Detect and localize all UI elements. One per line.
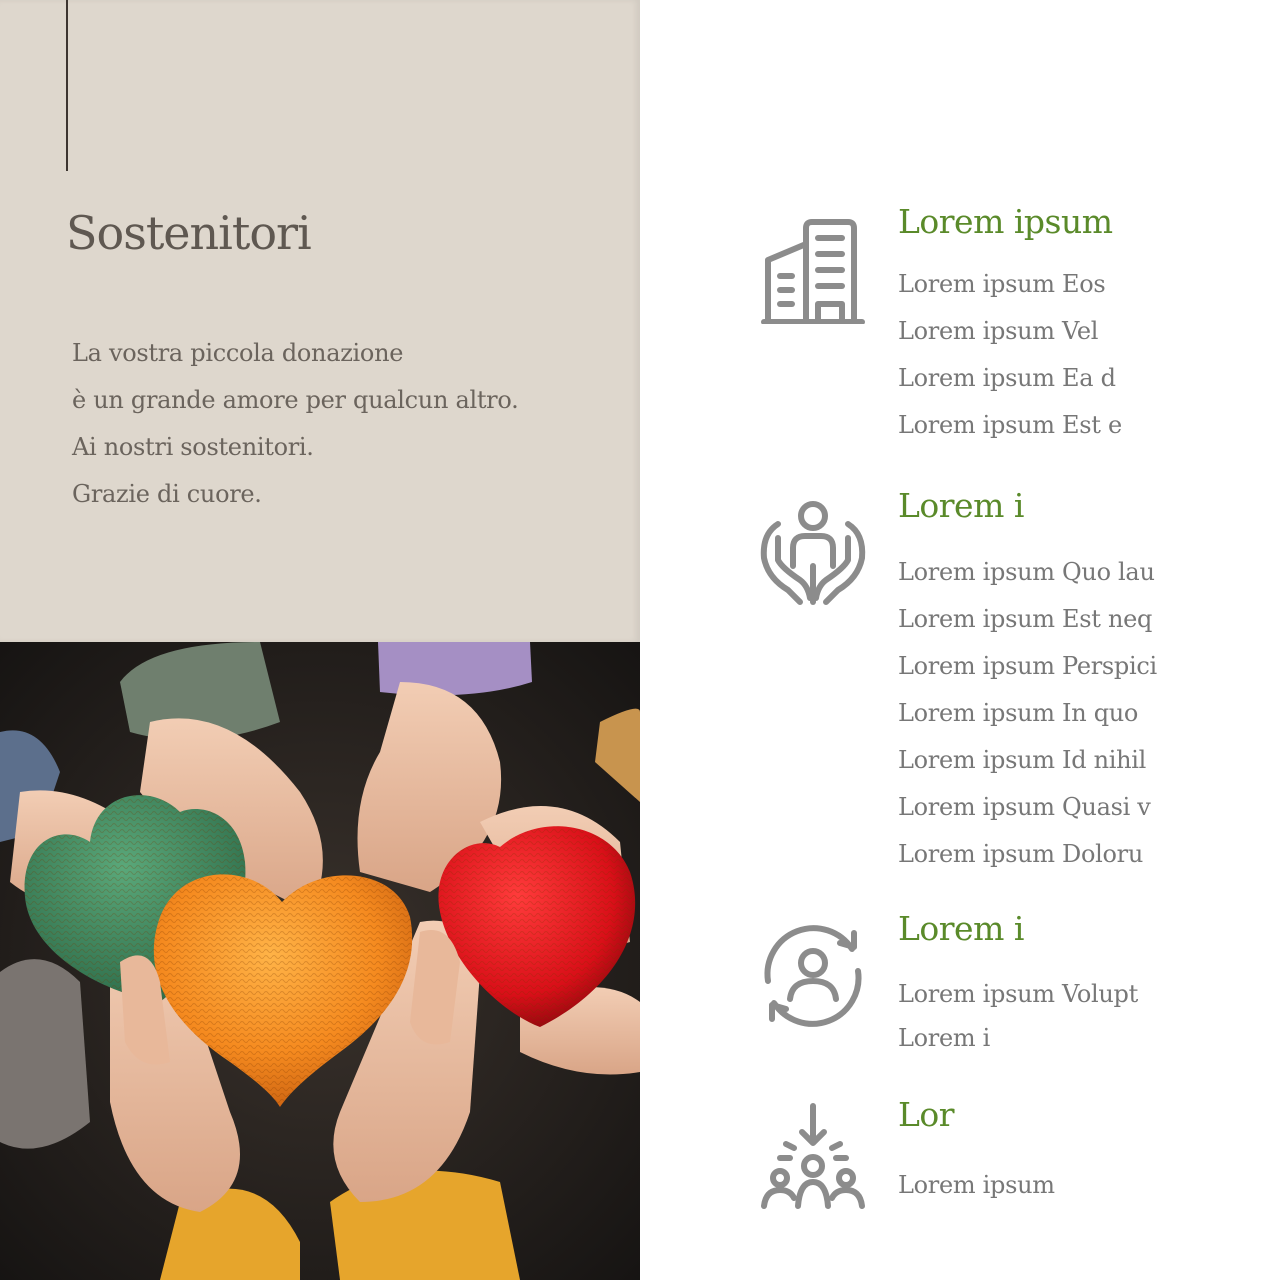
list-item: Lorem i [898,1024,991,1052]
accent-line [66,0,68,171]
list-item: Lorem ipsum Est neq [898,605,1153,633]
list-item: Lorem ipsum [898,1171,1055,1199]
section-body [898,486,1218,878]
dedication-text [72,330,518,518]
knitted-hearts-in-hands-photo [0,642,640,1280]
section-heading: Lorem ipsum [898,202,1113,241]
section-body [898,202,1218,449]
dedication-line: Ai nostri sostenitori. [72,433,314,461]
list-item: Lorem ipsum Volupt [898,980,1138,1008]
list-item: Lorem ipsum Quasi v [898,793,1151,821]
building-icon [758,214,868,324]
page-title: Sostenitori [66,206,311,260]
dedication-line: La vostra piccola donazione [72,339,404,367]
intro-panel [0,0,640,642]
section-list [898,261,1218,449]
dedication-line: è un grande amore per qualcun altro. [72,386,519,414]
dedication-line: Grazie di cuore. [72,480,262,508]
section-list [898,1162,1218,1209]
hands-holding-person-icon [758,498,868,608]
section-heading: Lor [898,1095,955,1134]
section-body [898,909,1218,1060]
list-item: Lorem ipsum Perspici [898,652,1157,680]
list-item: Lorem ipsum In quo [898,699,1139,727]
list-item: Lorem ipsum Ea d [898,364,1116,392]
section-heading: Lorem i [898,486,1024,525]
person-cycle-icon [758,921,868,1031]
list-item: Lorem ipsum Vel [898,317,1099,345]
section-heading: Lorem i [898,909,1024,948]
group-arrow-down-icon [758,1100,868,1210]
list-item: Lorem ipsum Est e [898,411,1122,439]
list-item: Lorem ipsum Quo lau [898,558,1155,586]
section-body [898,1095,1218,1209]
list-item: Lorem ipsum Doloru [898,840,1143,868]
knitted-hearts-photo [0,642,640,1280]
section-list [898,972,1218,1060]
section-list [898,549,1218,878]
list-item: Lorem ipsum Id nihil [898,746,1147,774]
list-item: Lorem ipsum Eos [898,270,1106,298]
